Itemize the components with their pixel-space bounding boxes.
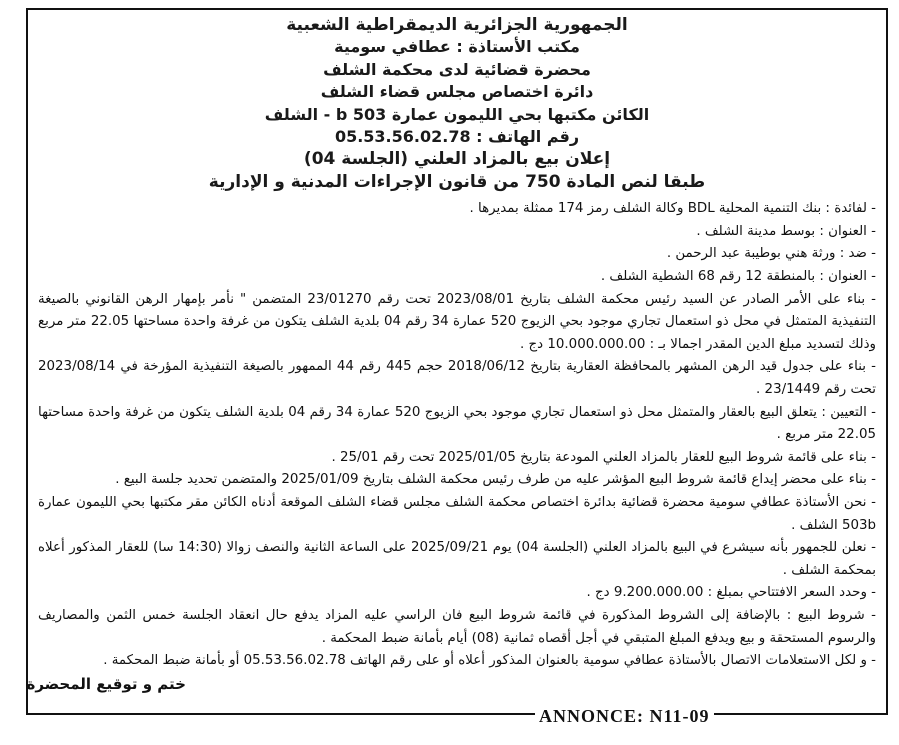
address-heading: الكائن مكتبها بحي الليمون عمارة b 503 - الشلف [264,104,650,124]
office-heading: مكتب الأستاذة : عطافي سومية [334,37,580,57]
notice-frame [26,8,888,715]
phone-label: رقم الهاتف : [476,127,580,147]
phone-heading [38,126,876,148]
opening-price-line: - وحدد السعر الافتتاحي بمبلغ : 9.200.000.00 دج . [586,585,876,601]
against-line: - ضد : ورثة هني بوطيبة عبد الرحمن . [666,246,876,262]
jurisdiction-heading: دائرة اختصاص مجلس قضاء الشلف [320,82,594,102]
court-order-paragraph: - بناء على الأمر الصادر عن السيد رئيس محكمة الشلف بتاريخ 2023/08/01 تحت رقم 23/01270 المتضمن " نأمر بإمهار الرهن القانوني بالصيغة التنفيذية المتمثل في محل ذو استعمال تجاري موجود بحي الزيوج 520 عمارة 34 رقم 04 بلدية الشلف يتكون من غرفة واحدة مساحتها 22.05 متر مربع وذلك لتسديد مبلغ الدين المقدر اجمالا بـ : 10.000.000.00 دج . [38,291,876,352]
mortgage-paragraph: - بناء على جدول قيد الرهن المشهر بالمحافظة العقارية بتاريخ 2018/06/12 حجم 445 رقم 44 الممهور بالصيغة التنفيذية المؤرخة في 2023/08/14 تحت رقم 23/1449 . [38,359,876,397]
announcement-code: ANNONCE: N11-09 [535,706,714,727]
role-heading: محضرة قضائية لدى محكمة الشلف [323,59,591,79]
conditions-list-line: - بناء على قائمة شروط البيع للعقار بالمزاد العلني المودعة بتاريخ 2025/01/05 تحت رقم 25/01 . [331,449,876,465]
against-address-line: - العنوان : بالمنطقة 12 رقم 68 الشطية الشلف . [600,269,876,285]
phone-number: 05.53.56.02.78 [334,127,471,147]
notice-title: إعلان بيع بالمزاد العلني (الجلسة 04) [303,149,611,170]
designation-paragraph: - التعيين : يتعلق البيع بالعقار والمتمثل محل ذو استعمال تجاري موجود بحي الزيوج 520 عمارة 34 رقم 04 بلدية الشلف يتكون من غرفة واحدة مساحتها 22.05 متر مربع . [38,404,876,443]
beneficiary-line: - لفائدة : بنك التنمية المحلية BDL وكالة الشلف رمز 174 ممثلة بمديرها . [469,201,876,217]
republic-heading: الجمهورية الجزائرية الديمقراطية الشعبية [286,15,628,35]
announcement-paragraph: - نعلن للجمهور بأنه سيشرع في البيع بالمزاد العلني (الجلسة 04) يوم 2025/09/21 على الساعة الثانية والنصف زوالا (14:30 سا) للعقار المذكور أعلاه بمحكمة الشلف . [38,540,876,578]
beneficiary-address-line: - العنوان : بوسط مدينة الشلف . [696,223,876,239]
deposit-report-line: - بناء على محضر إيداع قائمة شروط البيع المؤشر عليه من طرف رئيس محكمة الشلف بتاريخ 2025/01/09 والمتضمن تحديد جلسة البيع . [115,472,876,488]
legal-basis: طبقا لنص المادة 750 من قانون الإجراءات المدنية و الإدارية [208,171,706,192]
sale-terms-paragraph: - شروط البيع : بالإضافة إلى الشروط المذكورة في قائمة شروط البيع فان الراسي عليه المزاد يدفع حال انعقاد الجلسة خمس الثمن والمصاريف والرسوم المستحقة و بيع ويدفع المبلغ المتبقي في أجل أقصاه ثمانية (08) أيام بأمانة ضبط المحكمة . [38,607,876,646]
signature-line: ختم و توقيع المحضرة [26,674,186,693]
bailiff-paragraph: - نحن الأستاذة عطافي سومية محضرة قضائية بدائرة اختصاص محكمة الشلف مجلس قضاء الشلف الموقعة أدناه الكائن مقر مكتبها بحي الليمون عمارة 503b الشلف . [38,494,876,533]
inquiries-line: - و لكل الاستعلامات الاتصال بالأستاذة عطافي سومية بالعنوان المذكور أعلاه أو على رقم الهاتف 05.53.56.02.78 أو بأمانة ضبط المحكمة . [103,653,876,669]
notice-body [38,198,876,672]
notice-header [38,14,876,193]
